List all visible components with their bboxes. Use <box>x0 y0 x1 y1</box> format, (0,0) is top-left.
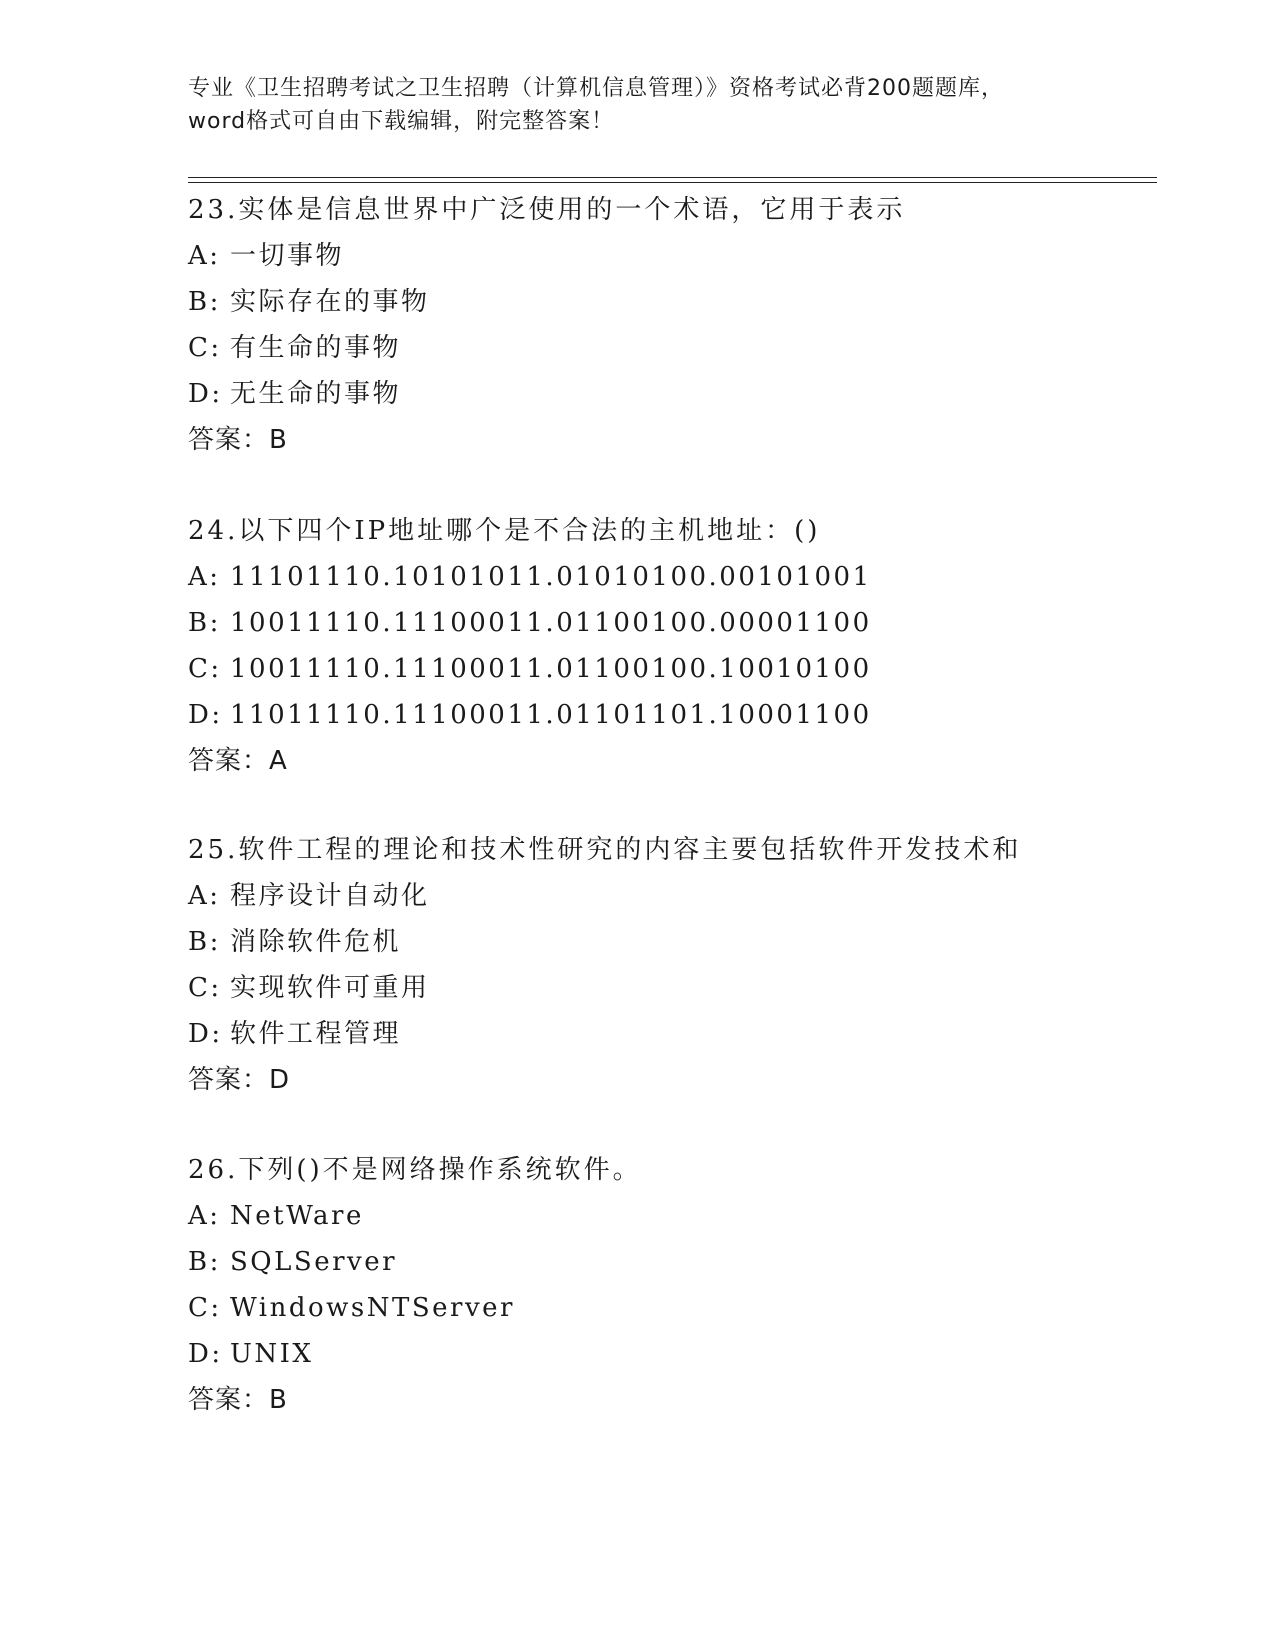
header-divider-top <box>188 177 1157 178</box>
option-prefix: C: <box>188 654 222 684</box>
question-stem: 25.软件工程的理论和技术性研究的内容主要包括软件开发技术和 <box>188 835 1022 865</box>
option-c <box>188 325 1188 371</box>
option-prefix: D: <box>188 1019 223 1049</box>
option-prefix: B: <box>188 287 221 317</box>
option-prefix: D: <box>188 700 223 730</box>
option-a <box>188 1193 1188 1239</box>
option-a <box>188 873 1188 919</box>
option-text: 实际存在的事物 <box>230 287 430 317</box>
option-text: UNIX <box>230 1339 314 1369</box>
question-block <box>188 508 1188 784</box>
option-b <box>188 600 1188 646</box>
question-block <box>188 187 1188 463</box>
option-prefix: D: <box>188 379 223 409</box>
option-text: 有生命的事物 <box>230 333 402 363</box>
option-c <box>188 1285 1188 1331</box>
option-d <box>188 1331 1188 1377</box>
header-line-1: 专业《卫生招聘考试之卫生招聘（计算机信息管理）》资格考试必背200题题库， <box>188 76 1004 101</box>
question-block <box>188 1147 1188 1423</box>
option-text: SQLServer <box>230 1247 398 1277</box>
option-prefix: C: <box>188 973 222 1003</box>
option-text: 程序设计自动化 <box>230 881 430 911</box>
question-stem: 24.以下四个IP地址哪个是不合法的主机地址：() <box>188 516 821 546</box>
question-stem: 26.下列()不是网络操作系统软件。 <box>188 1155 642 1185</box>
option-text: 实现软件可重用 <box>230 973 430 1003</box>
header-line-2: word格式可自由下载编辑，附完整答案！ <box>188 109 615 134</box>
answer-line: 答案：A <box>188 746 288 776</box>
question-stem: 23.实体是信息世界中广泛使用的一个术语，它用于表示 <box>188 195 906 225</box>
option-text: 11101110.10101011.01010100.00101001 <box>230 562 872 592</box>
answer-line: 答案：B <box>188 425 288 455</box>
option-text: 一切事物 <box>230 241 345 271</box>
header-divider-bottom <box>188 182 1157 183</box>
option-c <box>188 965 1188 1011</box>
option-d <box>188 692 1188 738</box>
option-text: 消除软件危机 <box>230 927 402 957</box>
option-prefix: D: <box>188 1339 223 1369</box>
option-prefix: B: <box>188 927 221 957</box>
option-b <box>188 919 1188 965</box>
option-text: WindowsNTServer <box>230 1293 515 1323</box>
option-text: 10011110.11100011.01100100.00001100 <box>230 608 872 638</box>
option-prefix: A: <box>188 881 221 911</box>
option-prefix: C: <box>188 333 222 363</box>
option-c <box>188 646 1188 692</box>
option-a <box>188 233 1188 279</box>
option-b <box>188 279 1188 325</box>
option-b <box>188 1239 1188 1285</box>
question-block <box>188 827 1188 1103</box>
option-text: 11011110.11100011.01101101.10001100 <box>230 700 872 730</box>
option-a <box>188 554 1188 600</box>
answer-line: 答案：B <box>188 1385 288 1415</box>
option-prefix: A: <box>188 1201 221 1231</box>
option-prefix: A: <box>188 241 221 271</box>
option-prefix: B: <box>188 608 221 638</box>
document-header <box>188 72 1088 138</box>
option-text: 软件工程管理 <box>230 1019 402 1049</box>
option-d <box>188 1011 1188 1057</box>
option-prefix: A: <box>188 562 221 592</box>
option-text: 10011110.11100011.01100100.10010100 <box>230 654 872 684</box>
option-text: NetWare <box>230 1201 364 1231</box>
option-d <box>188 371 1188 417</box>
answer-line: 答案：D <box>188 1065 291 1095</box>
option-prefix: C: <box>188 1293 222 1323</box>
option-prefix: B: <box>188 1247 221 1277</box>
option-text: 无生命的事物 <box>230 379 402 409</box>
